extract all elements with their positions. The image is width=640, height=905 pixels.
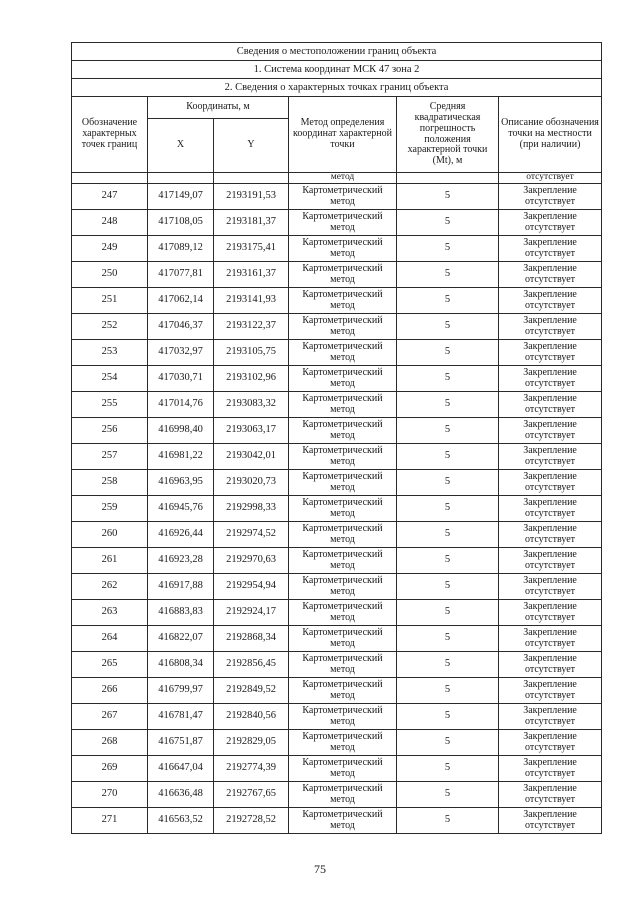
continuation-row bbox=[72, 173, 602, 184]
error-cell: 5 bbox=[397, 703, 499, 729]
point-cell: 258 bbox=[72, 469, 148, 495]
description-cell bbox=[499, 183, 602, 209]
y-cell: 2193063,17 bbox=[214, 417, 289, 443]
point-cell: 270 bbox=[72, 781, 148, 807]
y-cell: 2193020,73 bbox=[214, 469, 289, 495]
continuation-empty-cell bbox=[397, 173, 499, 184]
error-cell: 5 bbox=[397, 209, 499, 235]
continuation-empty-cell bbox=[72, 173, 148, 184]
method-line-2: метод bbox=[330, 456, 355, 467]
method-line-1: Картометрический bbox=[302, 601, 383, 612]
description-cell bbox=[499, 599, 602, 625]
x-cell: 416563,52 bbox=[148, 807, 214, 833]
method-line-1: Картометрический bbox=[302, 393, 383, 404]
description-line-2: отсутствует bbox=[525, 248, 576, 259]
method-cell bbox=[289, 703, 397, 729]
x-cell: 417062,14 bbox=[148, 287, 214, 313]
x-cell: 416781,47 bbox=[148, 703, 214, 729]
method-line-2: метод bbox=[330, 820, 355, 831]
x-cell: 416998,40 bbox=[148, 417, 214, 443]
method-line-1: Картометрический bbox=[302, 705, 383, 716]
description-line-1: Закрепление bbox=[523, 757, 577, 768]
header-coordinates: Координаты, м bbox=[148, 97, 289, 119]
description-cell bbox=[499, 755, 602, 781]
point-cell: 247 bbox=[72, 183, 148, 209]
point-cell: 268 bbox=[72, 729, 148, 755]
method-line-1: Картометрический bbox=[302, 575, 383, 586]
method-cell bbox=[289, 183, 397, 209]
description-cell bbox=[499, 781, 602, 807]
method-line-1: Картометрический bbox=[302, 653, 383, 664]
method-line-2: метод bbox=[330, 690, 355, 701]
description-line-1: Закрепление bbox=[523, 367, 577, 378]
y-cell: 2192840,56 bbox=[214, 703, 289, 729]
description-cell bbox=[499, 495, 602, 521]
method-line-1: Картометрический bbox=[302, 341, 383, 352]
error-cell: 5 bbox=[397, 651, 499, 677]
x-cell: 417046,37 bbox=[148, 313, 214, 339]
method-line-2: метод bbox=[330, 586, 355, 597]
error-cell: 5 bbox=[397, 547, 499, 573]
y-cell: 2192774,39 bbox=[214, 755, 289, 781]
error-cell: 5 bbox=[397, 807, 499, 833]
error-cell: 5 bbox=[397, 625, 499, 651]
method-line-2: метод bbox=[330, 638, 355, 649]
method-line-1: Картометрический bbox=[302, 367, 383, 378]
description-line-1: Закрепление bbox=[523, 393, 577, 404]
description-line-1: Закрепление bbox=[523, 289, 577, 300]
description-line-2: отсутствует bbox=[525, 612, 576, 623]
description-line-1: Закрепление bbox=[523, 419, 577, 430]
table-row bbox=[72, 781, 602, 807]
x-cell: 416926,44 bbox=[148, 521, 214, 547]
description-line-2: отсутствует bbox=[525, 560, 576, 571]
y-cell: 2192767,65 bbox=[214, 781, 289, 807]
description-line-1: Закрепление bbox=[523, 237, 577, 248]
table-row bbox=[72, 365, 602, 391]
x-cell: 417149,07 bbox=[148, 183, 214, 209]
y-cell: 2193141,93 bbox=[214, 287, 289, 313]
point-cell: 261 bbox=[72, 547, 148, 573]
method-line-2: метод bbox=[330, 222, 355, 233]
point-cell: 264 bbox=[72, 625, 148, 651]
description-line-2: отсутствует bbox=[525, 352, 576, 363]
y-cell: 2192970,63 bbox=[214, 547, 289, 573]
description-line-2: отсутствует bbox=[525, 378, 576, 389]
description-cell bbox=[499, 235, 602, 261]
page-number: 75 bbox=[314, 862, 326, 876]
method-line-1: Картометрический bbox=[302, 757, 383, 768]
method-cell bbox=[289, 417, 397, 443]
description-line-1: Закрепление bbox=[523, 523, 577, 534]
method-line-2: метод bbox=[330, 378, 355, 389]
y-cell: 2193181,37 bbox=[214, 209, 289, 235]
method-cell bbox=[289, 755, 397, 781]
description-line-2: отсутствует bbox=[525, 456, 576, 467]
point-cell: 254 bbox=[72, 365, 148, 391]
method-line-1: Картометрический bbox=[302, 445, 383, 456]
point-cell: 262 bbox=[72, 573, 148, 599]
description-line-1: Закрепление bbox=[523, 679, 577, 690]
method-cell bbox=[289, 729, 397, 755]
table-row bbox=[72, 443, 602, 469]
table-title: Сведения о местоположении границ объекта bbox=[72, 43, 602, 61]
method-line-1: Картометрический bbox=[302, 523, 383, 534]
error-cell: 5 bbox=[397, 287, 499, 313]
method-line-1: Картометрический bbox=[302, 289, 383, 300]
description-cell bbox=[499, 729, 602, 755]
table-row bbox=[72, 209, 602, 235]
continuation-empty-cell bbox=[214, 173, 289, 184]
method-line-2: метод bbox=[330, 664, 355, 675]
method-line-1: Картометрический bbox=[302, 679, 383, 690]
x-cell: 416751,87 bbox=[148, 729, 214, 755]
x-cell: 416636,48 bbox=[148, 781, 214, 807]
description-cell bbox=[499, 625, 602, 651]
description-line-2: отсутствует bbox=[525, 742, 576, 753]
method-line-1: Картометрический bbox=[302, 263, 383, 274]
method-line-2: метод bbox=[330, 794, 355, 805]
x-cell: 417032,97 bbox=[148, 339, 214, 365]
method-line-1: Картометрический bbox=[302, 185, 383, 196]
description-cell bbox=[499, 807, 602, 833]
description-line-2: отсутствует bbox=[525, 430, 576, 441]
y-cell: 2192924,17 bbox=[214, 599, 289, 625]
description-cell bbox=[499, 703, 602, 729]
description-line-2: отсутствует bbox=[525, 274, 576, 285]
x-cell: 417077,81 bbox=[148, 261, 214, 287]
description-line-2: отсутствует bbox=[525, 326, 576, 337]
y-cell: 2192954,94 bbox=[214, 573, 289, 599]
y-cell: 2193105,75 bbox=[214, 339, 289, 365]
x-cell: 417030,71 bbox=[148, 365, 214, 391]
table-row bbox=[72, 417, 602, 443]
description-line-1: Закрепление bbox=[523, 445, 577, 456]
description-line-2: отсутствует bbox=[525, 508, 576, 519]
description-line-2: отсутствует bbox=[525, 690, 576, 701]
table-row bbox=[72, 469, 602, 495]
method-line-2: метод bbox=[330, 300, 355, 311]
point-cell: 251 bbox=[72, 287, 148, 313]
table-row bbox=[72, 235, 602, 261]
x-cell: 416963,95 bbox=[148, 469, 214, 495]
table-row bbox=[72, 573, 602, 599]
y-cell: 2193083,32 bbox=[214, 391, 289, 417]
method-line-1: Картометрический bbox=[302, 419, 383, 430]
error-cell: 5 bbox=[397, 391, 499, 417]
description-line-2: отсутствует bbox=[525, 534, 576, 545]
method-line-2: метод bbox=[330, 612, 355, 623]
description-line-1: Закрепление bbox=[523, 341, 577, 352]
description-cell bbox=[499, 261, 602, 287]
description-cell bbox=[499, 209, 602, 235]
description-cell bbox=[499, 677, 602, 703]
error-cell: 5 bbox=[397, 573, 499, 599]
method-line-2: метод bbox=[330, 742, 355, 753]
method-cell bbox=[289, 781, 397, 807]
x-cell: 416808,34 bbox=[148, 651, 214, 677]
continuation-method: метод bbox=[289, 173, 397, 184]
method-line-1: Картометрический bbox=[302, 809, 383, 820]
point-cell: 259 bbox=[72, 495, 148, 521]
description-line-2: отсутствует bbox=[525, 196, 576, 207]
point-cell: 248 bbox=[72, 209, 148, 235]
method-cell bbox=[289, 391, 397, 417]
method-line-2: метод bbox=[330, 430, 355, 441]
description-cell bbox=[499, 443, 602, 469]
y-cell: 2193122,37 bbox=[214, 313, 289, 339]
description-line-2: отсутствует bbox=[525, 222, 576, 233]
method-line-2: метод bbox=[330, 352, 355, 363]
description-cell bbox=[499, 547, 602, 573]
error-cell: 5 bbox=[397, 261, 499, 287]
x-cell: 416981,22 bbox=[148, 443, 214, 469]
x-cell: 416822,07 bbox=[148, 625, 214, 651]
section-title: 2. Сведения о характерных точках границ объекта bbox=[72, 79, 602, 97]
x-cell: 416945,76 bbox=[148, 495, 214, 521]
method-line-1: Картометрический bbox=[302, 627, 383, 638]
error-cell: 5 bbox=[397, 417, 499, 443]
description-line-2: отсутствует bbox=[525, 768, 576, 779]
method-line-2: метод bbox=[330, 716, 355, 727]
description-line-2: отсутствует bbox=[525, 638, 576, 649]
method-line-1: Картометрический bbox=[302, 315, 383, 326]
point-cell: 249 bbox=[72, 235, 148, 261]
point-cell: 263 bbox=[72, 599, 148, 625]
x-cell: 416799,97 bbox=[148, 677, 214, 703]
table-row bbox=[72, 703, 602, 729]
method-cell bbox=[289, 469, 397, 495]
method-line-2: метод bbox=[330, 482, 355, 493]
description-line-1: Закрепление bbox=[523, 471, 577, 482]
description-line-1: Закрепление bbox=[523, 627, 577, 638]
description-cell bbox=[499, 573, 602, 599]
x-cell: 417089,12 bbox=[148, 235, 214, 261]
table-row bbox=[72, 625, 602, 651]
method-line-2: метод bbox=[330, 248, 355, 259]
error-cell: 5 bbox=[397, 235, 499, 261]
description-cell bbox=[499, 313, 602, 339]
method-line-1: Картометрический bbox=[302, 783, 383, 794]
description-line-1: Закрепление bbox=[523, 731, 577, 742]
description-line-1: Закрепление bbox=[523, 575, 577, 586]
header-error: Средняя квадратическая погрешность положения характерной точки (Mt), м bbox=[397, 97, 499, 173]
method-cell bbox=[289, 235, 397, 261]
x-cell: 416923,28 bbox=[148, 547, 214, 573]
x-cell: 416647,04 bbox=[148, 755, 214, 781]
description-cell bbox=[499, 651, 602, 677]
method-cell bbox=[289, 677, 397, 703]
description-line-1: Закрепление bbox=[523, 315, 577, 326]
y-cell: 2192829,05 bbox=[214, 729, 289, 755]
method-cell bbox=[289, 261, 397, 287]
description-line-1: Закрепление bbox=[523, 549, 577, 560]
point-cell: 271 bbox=[72, 807, 148, 833]
method-cell bbox=[289, 313, 397, 339]
method-line-2: метод bbox=[330, 560, 355, 571]
table-row bbox=[72, 183, 602, 209]
point-cell: 250 bbox=[72, 261, 148, 287]
description-line-2: отсутствует bbox=[525, 664, 576, 675]
description-cell bbox=[499, 391, 602, 417]
description-line-2: отсутствует bbox=[525, 820, 576, 831]
method-cell bbox=[289, 599, 397, 625]
header-y: Y bbox=[214, 119, 289, 173]
method-line-1: Картометрический bbox=[302, 549, 383, 560]
method-cell bbox=[289, 209, 397, 235]
error-cell: 5 bbox=[397, 677, 499, 703]
method-line-2: метод bbox=[330, 196, 355, 207]
error-cell: 5 bbox=[397, 729, 499, 755]
method-line-1: Картометрический bbox=[302, 497, 383, 508]
table-row bbox=[72, 391, 602, 417]
method-line-2: метод bbox=[330, 404, 355, 415]
method-cell bbox=[289, 807, 397, 833]
error-cell: 5 bbox=[397, 495, 499, 521]
point-cell: 265 bbox=[72, 651, 148, 677]
error-cell: 5 bbox=[397, 521, 499, 547]
table-row bbox=[72, 729, 602, 755]
error-cell: 5 bbox=[397, 443, 499, 469]
description-cell bbox=[499, 417, 602, 443]
error-cell: 5 bbox=[397, 469, 499, 495]
y-cell: 2193175,41 bbox=[214, 235, 289, 261]
header-x: X bbox=[148, 119, 214, 173]
error-cell: 5 bbox=[397, 183, 499, 209]
header-point: Обозначение характерных точек границ bbox=[72, 97, 148, 173]
error-cell: 5 bbox=[397, 755, 499, 781]
method-cell bbox=[289, 651, 397, 677]
method-cell bbox=[289, 443, 397, 469]
method-line-2: метод bbox=[330, 534, 355, 545]
point-cell: 255 bbox=[72, 391, 148, 417]
point-cell: 256 bbox=[72, 417, 148, 443]
method-cell bbox=[289, 365, 397, 391]
method-line-1: Картометрический bbox=[302, 731, 383, 742]
table-row bbox=[72, 807, 602, 833]
y-cell: 2192849,52 bbox=[214, 677, 289, 703]
table-row bbox=[72, 287, 602, 313]
method-cell bbox=[289, 339, 397, 365]
method-cell bbox=[289, 495, 397, 521]
description-line-1: Закрепление bbox=[523, 263, 577, 274]
method-cell bbox=[289, 547, 397, 573]
point-cell: 257 bbox=[72, 443, 148, 469]
description-cell bbox=[499, 365, 602, 391]
description-cell bbox=[499, 339, 602, 365]
point-cell: 252 bbox=[72, 313, 148, 339]
continuation-empty-cell bbox=[148, 173, 214, 184]
table-row bbox=[72, 599, 602, 625]
x-cell: 417108,05 bbox=[148, 209, 214, 235]
y-cell: 2193102,96 bbox=[214, 365, 289, 391]
method-cell bbox=[289, 573, 397, 599]
x-cell: 417014,76 bbox=[148, 391, 214, 417]
description-line-1: Закрепление bbox=[523, 653, 577, 664]
method-line-2: метод bbox=[330, 508, 355, 519]
error-cell: 5 bbox=[397, 365, 499, 391]
method-cell bbox=[289, 625, 397, 651]
description-line-2: отсутствует bbox=[525, 300, 576, 311]
x-cell: 416883,83 bbox=[148, 599, 214, 625]
y-cell: 2192868,34 bbox=[214, 625, 289, 651]
table-body bbox=[72, 173, 602, 834]
x-cell: 416917,88 bbox=[148, 573, 214, 599]
description-cell bbox=[499, 287, 602, 313]
error-cell: 5 bbox=[397, 781, 499, 807]
table-row bbox=[72, 651, 602, 677]
boundary-points-table bbox=[71, 42, 602, 834]
point-cell: 260 bbox=[72, 521, 148, 547]
point-cell: 269 bbox=[72, 755, 148, 781]
method-line-2: метод bbox=[330, 768, 355, 779]
method-cell bbox=[289, 287, 397, 313]
header-description: Описание обозначения точки на местности (при наличии) bbox=[499, 97, 602, 173]
description-line-2: отсутствует bbox=[525, 794, 576, 805]
y-cell: 2192974,52 bbox=[214, 521, 289, 547]
method-line-1: Картометрический bbox=[302, 211, 383, 222]
description-line-2: отсутствует bbox=[525, 716, 576, 727]
y-cell: 2192728,52 bbox=[214, 807, 289, 833]
method-line-2: метод bbox=[330, 274, 355, 285]
y-cell: 2193042,01 bbox=[214, 443, 289, 469]
description-line-1: Закрепление bbox=[523, 783, 577, 794]
description-line-2: отсутствует bbox=[525, 482, 576, 493]
coordinate-system-title: 1. Система координат МСК 47 зона 2 bbox=[72, 61, 602, 79]
table-row bbox=[72, 261, 602, 287]
table-row bbox=[72, 339, 602, 365]
description-line-1: Закрепление bbox=[523, 601, 577, 612]
method-cell bbox=[289, 521, 397, 547]
table-row bbox=[72, 677, 602, 703]
table-row bbox=[72, 521, 602, 547]
method-line-1: Картометрический bbox=[302, 237, 383, 248]
error-cell: 5 bbox=[397, 313, 499, 339]
table-row bbox=[72, 495, 602, 521]
point-cell: 267 bbox=[72, 703, 148, 729]
table-row bbox=[72, 313, 602, 339]
y-cell: 2192856,45 bbox=[214, 651, 289, 677]
point-cell: 266 bbox=[72, 677, 148, 703]
table-row bbox=[72, 547, 602, 573]
table-row bbox=[72, 755, 602, 781]
description-cell bbox=[499, 521, 602, 547]
y-cell: 2193191,53 bbox=[214, 183, 289, 209]
description-line-2: отсутствует bbox=[525, 404, 576, 415]
y-cell: 2193161,37 bbox=[214, 261, 289, 287]
description-line-1: Закрепление bbox=[523, 705, 577, 716]
description-line-1: Закрепление bbox=[523, 809, 577, 820]
description-cell bbox=[499, 469, 602, 495]
description-line-1: Закрепление bbox=[523, 185, 577, 196]
error-cell: 5 bbox=[397, 599, 499, 625]
description-line-1: Закрепление bbox=[523, 211, 577, 222]
description-line-1: Закрепление bbox=[523, 497, 577, 508]
continuation-description: отсутствует bbox=[499, 173, 602, 184]
error-cell: 5 bbox=[397, 339, 499, 365]
y-cell: 2192998,33 bbox=[214, 495, 289, 521]
header-method: Метод определения координат характерной точки bbox=[289, 97, 397, 173]
description-line-2: отсутствует bbox=[525, 586, 576, 597]
method-line-1: Картометрический bbox=[302, 471, 383, 482]
method-line-2: метод bbox=[330, 326, 355, 337]
point-cell: 253 bbox=[72, 339, 148, 365]
